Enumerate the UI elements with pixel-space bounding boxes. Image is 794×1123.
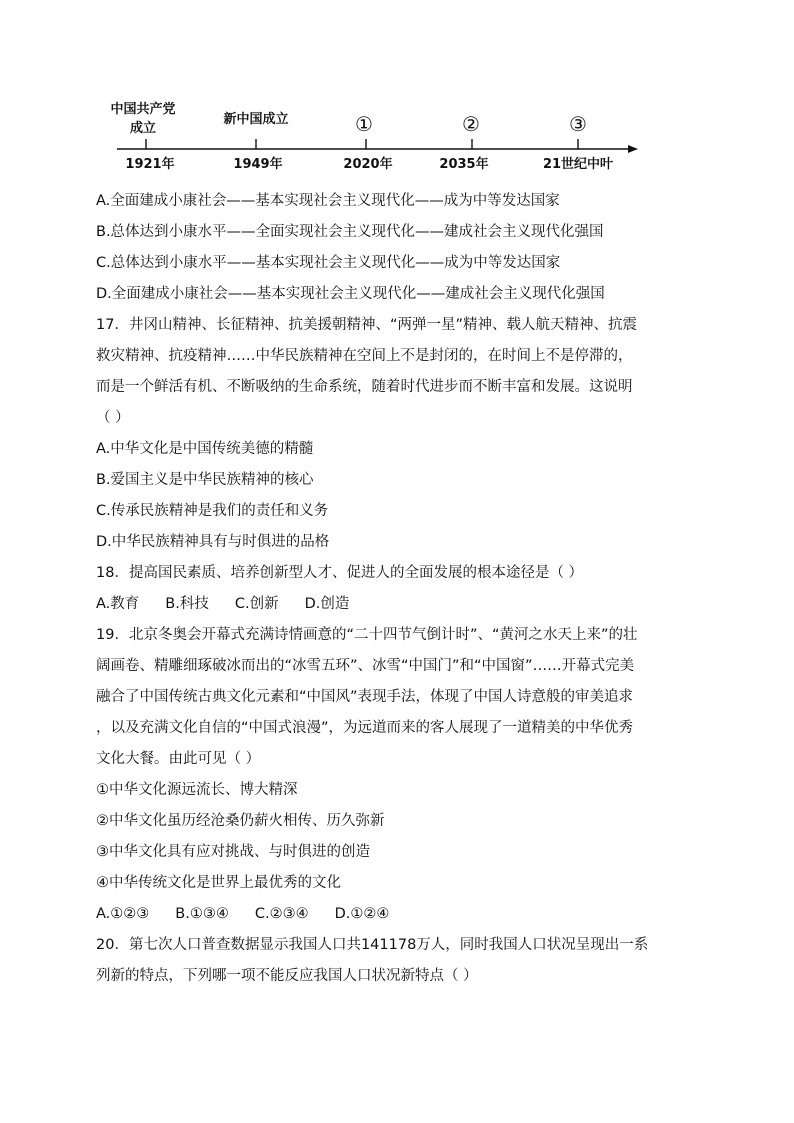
q16-option-c: C.总体达到小康水平——基本实现社会主义现代化——成为中等发达国家 (96, 255, 561, 271)
q19-stem-line-1: 19．北京冬奥会开幕式充满诗情画意的“二十四节气倒计时”、“黄河之水天上来”的壮 (96, 627, 638, 643)
event-label-1949: 新中国成立 (223, 112, 289, 127)
q19-option-b: B.①③④ (175, 906, 229, 922)
q20-stem-line-1: 20．第七次人口普查数据显示我国人口共141178万人，同时我国人口状况呈现出一系 (96, 937, 649, 953)
q17-stem-line-3: 而是一个鲜活有机、不断吸纳的生命系统，随着时代进步而不断丰富和发展。这说明 (96, 379, 633, 395)
q19-statement-2: ②中华文化虽历经沧桑仍薪火相传、历久弥新 (96, 813, 385, 829)
q17-option-b: B.爱国主义是中华民族精神的核心 (96, 472, 314, 488)
q18-option-b: B.科技 (165, 596, 209, 612)
q17-stem-line-2: 救灾精神、抗疫精神……中华民族精神在空间上不是封闭的，在时间上不是停滞的， (96, 348, 633, 364)
year-label-21c: 21世纪中叶 (542, 157, 614, 172)
event-marker-3: ③ (569, 112, 587, 136)
q19-statement-1: ①中华文化源远流长、博大精深 (96, 782, 298, 798)
q18-option-c: C.创新 (234, 596, 279, 612)
q19-options (96, 899, 694, 930)
q16-option-b: B.总体达到小康水平——全面实现社会主义现代化——建成社会主义现代化强国 (96, 224, 604, 240)
timeline-arrowhead (628, 145, 638, 153)
event-marker-2: ② (462, 112, 480, 136)
q17-option-d: D.中华民族精神具有与时俱进的品格 (96, 534, 330, 550)
q19-option-d: D.①②④ (334, 906, 390, 922)
year-label-1921: 1921年 (125, 157, 175, 172)
q16-option-a: A.全面建成小康社会——基本实现社会主义现代化——成为中等发达国家 (96, 193, 560, 209)
year-label-2020: 2020年 (343, 157, 393, 172)
event-label-1921-top: 中国共产党 (110, 102, 176, 117)
question-content (96, 186, 694, 992)
q19-statement-3: ③中华文化具有应对挑战、与时俱进的创造 (96, 844, 370, 860)
q18-option-d: D.创造 (304, 596, 350, 612)
q19-option-c: C.②③④ (254, 906, 309, 922)
q17-stem-line-1: 17．井冈山精神、长征精神、抗美援朝精神、“两弹一星”精神、载人航天精神、抗震 (96, 317, 637, 333)
year-label-2035: 2035年 (439, 157, 489, 172)
q18-stem: 18．提高国民素质、培养创新型人才、促进人的全面发展的根本途径是（ ） (96, 565, 584, 581)
q17-option-a: A.中华文化是中国传统美德的精髓 (96, 441, 314, 457)
q19-statement-4: ④中华传统文化是世界上最优秀的文化 (96, 875, 341, 891)
q19-stem-line-3: 融合了中国传统古典文化元素和“中国风”表现手法，体现了中国人诗意般的审美追求 (96, 689, 634, 705)
q20-stem-line-2: 列新的特点，下列哪一项不能反应我国人口状况新特点（ ） (96, 968, 478, 984)
q17-stem-line-4: （ ） (96, 410, 130, 426)
q19-stem-line-4: ，以及充满文化自信的“中国式浪漫”，为远道而来的客人展现了一道精美的中华优秀 (96, 720, 634, 736)
year-label-1949: 1949年 (233, 157, 283, 172)
q19-option-a: A.①②③ (96, 906, 150, 922)
timeline-diagram (0, 0, 794, 185)
q19-stem-line-5: 文化大餐。由此可见（ ） (96, 751, 261, 767)
q19-stem-line-2: 阔画卷、精雕细琢破冰而出的“冰雪五环”、冰雪“中国门”和“中国窗”……开幕式完美 (96, 658, 635, 674)
q17-option-c: C.传承民族精神是我们的责任和义务 (96, 503, 329, 519)
q16-option-d: D.全面建成小康社会——基本实现社会主义现代化——建成社会主义现代化强国 (96, 286, 605, 302)
event-label-1921-bottom: 成立 (129, 121, 157, 136)
q18-option-a: A.教育 (96, 596, 140, 612)
event-marker-1: ① (355, 112, 373, 136)
q18-options (96, 589, 694, 620)
